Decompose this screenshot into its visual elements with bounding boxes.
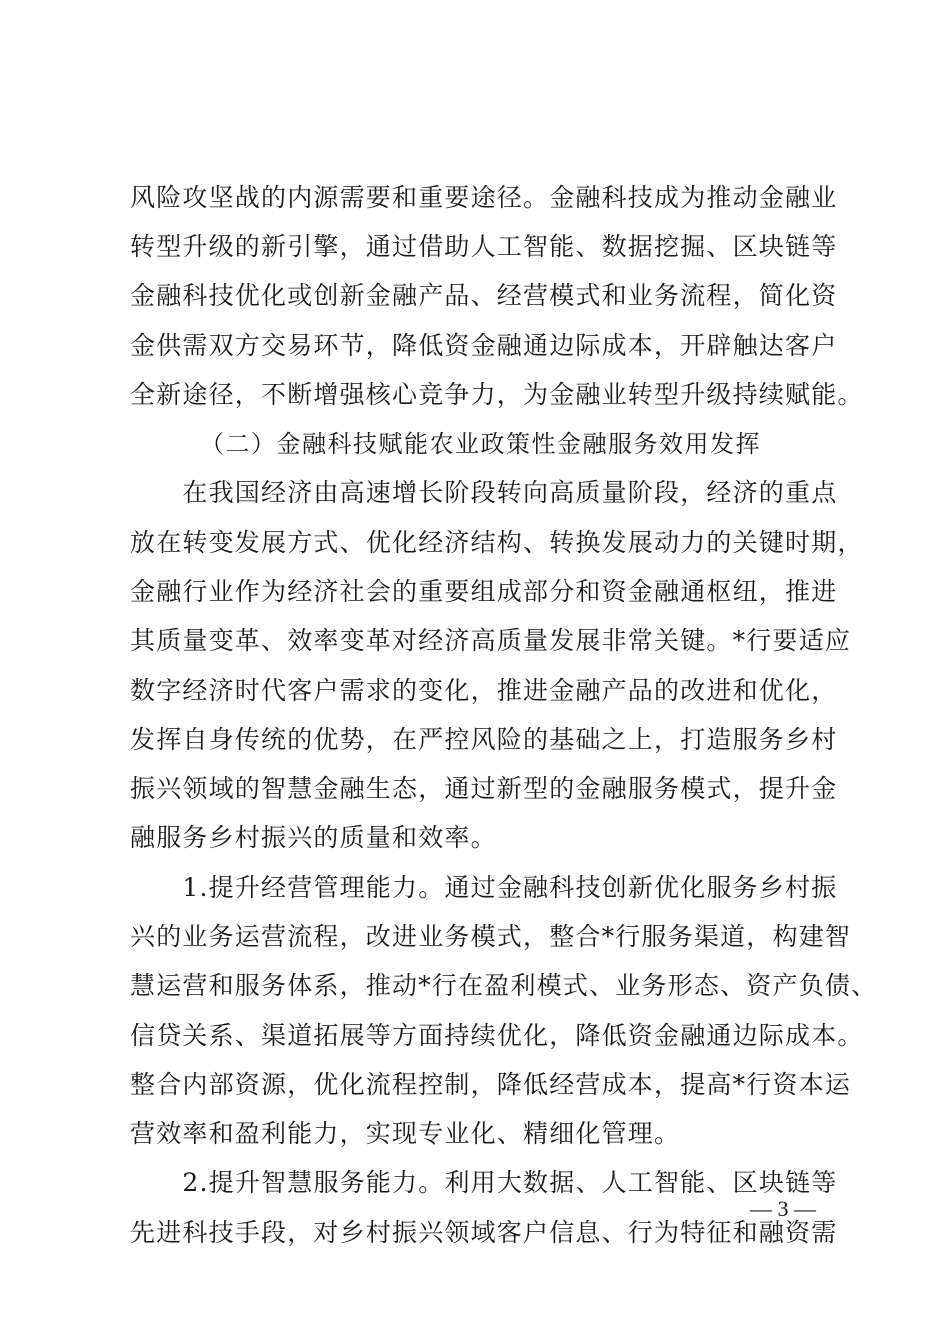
text-line: 融服务乡村振兴的质量和效率。 — [130, 823, 497, 852]
section-heading: （二）金融科技赋能农业政策性金融服务效用发挥 — [200, 430, 761, 458]
text-line: 1.提升经营管理能力。通过金融科技创新优化服务乡村振 — [130, 873, 838, 902]
text-line: 其质量变革、效率变革对经济高质量发展非常关键。*行要适应 — [130, 626, 852, 655]
text-line: 数字经济时代客户需求的变化，推进金融产品的改进和优化， — [130, 676, 838, 705]
text-line: 先进科技手段，对乡村振兴领域客户信息、行为特征和融资需 — [130, 1218, 838, 1247]
text-line: 放在转变发展方式、优化经济结构、转换发展动力的关键时期， — [130, 528, 864, 557]
text-line: 金融科技优化或创新金融产品、经营模式和业务流程，简化资 — [130, 281, 838, 310]
text-line: 风险攻坚战的内源需要和重要途径。金融科技成为推动金融业 — [130, 183, 838, 212]
text-line: 全新途径，不断增强核心竞争力，为金融业转型升级持续赋能。 — [130, 380, 864, 409]
page-number: — 3 — — [750, 1196, 816, 1221]
text-line: 慧运营和服务体系，推动*行在盈利模式、业务形态、资产负债、 — [130, 971, 878, 1000]
text-line: 信贷关系、渠道拓展等方面持续优化，降低资金融通边际成本。 — [130, 1021, 864, 1050]
text-line: 金供需双方交易环节，降低资金融通边际成本，开辟触达客户 — [130, 331, 838, 360]
text-line: 兴的业务运营流程，改进业务模式，整合*行服务渠道，构建智 — [130, 922, 852, 951]
text-line: 转型升级的新引擎，通过借助人工智能、数据挖掘、区块链等 — [130, 232, 838, 261]
text-line: 金融行业作为经济社会的重要组成部分和资金融通枢纽，推进 — [130, 577, 838, 606]
text-line: 整合内部资源，优化流程控制，降低经营成本，提高*行资本运 — [130, 1070, 852, 1099]
text-line: 营效率和盈利能力，实现专业化、精细化管理。 — [130, 1119, 681, 1148]
text-line: 发挥自身传统的优势，在严控风险的基础之上，打造服务乡村 — [130, 725, 838, 754]
text-line: 振兴领域的智慧金融生态，通过新型的金融服务模式，提升金 — [130, 774, 838, 803]
text-line: 在我国经济由高速增长阶段转向高质量阶段，经济的重点 — [130, 478, 838, 507]
text-line: 2.提升智慧服务能力。利用大数据、人工智能、区块链等 — [130, 1168, 838, 1197]
